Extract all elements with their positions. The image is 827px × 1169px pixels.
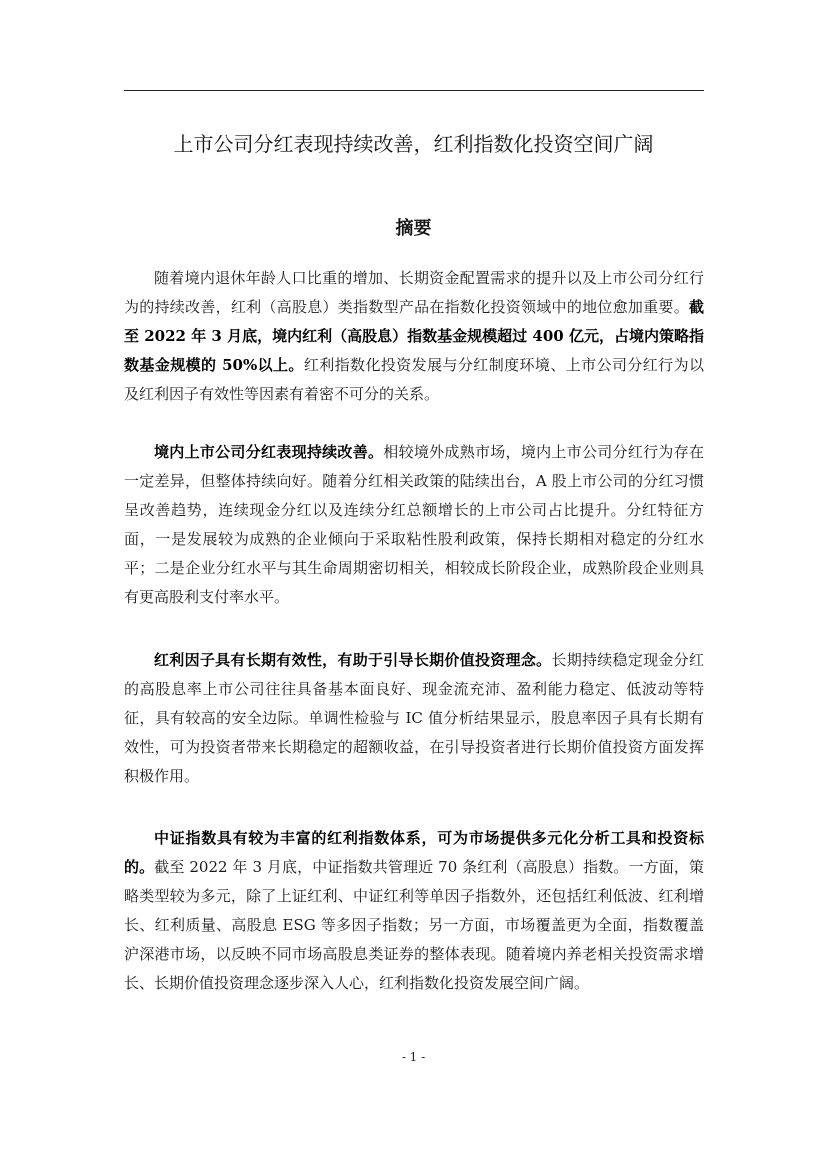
abstract-paragraph-4 [124,824,704,998]
abstract-paragraph-2 [124,438,704,612]
paragraph-2-text: 相较境外成熟市场，境内上市公司分红行为存在一定差异，但整体持续向好。随着分红相关政策的陆续出台，A 股上市公司的分红习惯呈改善趋势，连续现金分红以及连续分红总额增长的上市公司占比提升。分红特征方面，一是发展较为成熟的企业倾向于采取粘性股利政策，保持长期相对稳定的分红水平；二是企业分红水平与其生命周期密切相关，相较成长阶段企业，成熟阶段企业则具有更高股利支付率水平。 [124,443,704,606]
paragraph-3-lead: 红利因子具有长期有效性，有助于引导长期价值投资理念。 [154,651,552,669]
paragraph-2-lead: 境内上市公司分红表现持续改善。 [154,443,384,461]
abstract-paragraph-3 [124,646,704,791]
page-number: - 1 - [401,1050,426,1064]
paragraph-3-text: 长期持续稳定现金分红的高股息率上市公司往往具备基本面良好、现金流充沛、盈利能力稳定、低波动等特征，具有较高的安全边际。单调性检验与 IC 值分析结果显示，股息率因子具有长期有效性，可为投资者带来长期稳定的超额收益，在引导投资者进行长期价值投资方面发挥积极作用。 [124,651,704,785]
header-rule [124,90,704,91]
document-title: 上市公司分红表现持续改善，红利指数化投资空间广阔 [173,132,654,156]
paragraph-1-text-intro: 随着境内退休年龄人口比重的增加、长期资金配置需求的提升以及上市公司分红行为的持续改善，红利（高股息）类指数型产品在指数化投资领域中的地位愈加重要。 [124,269,704,316]
abstract-heading: 摘要 [395,218,432,239]
abstract-paragraph-1 [124,264,704,409]
paragraph-1-text: 红利指数化投资发展与分红制度环境、上市公司分红行为以及红利因子有效性等因素有着密不可分的关系。 [124,356,704,403]
paragraph-4-text: 截至 2022 年 3 月底，中证指数共管理近 70 条红利（高股息）指数。一方面，策略类型较为多元，除了上证红利、中证红利等单因子指数外，还包括红利低波、红利增长、红利质量、高股息 ESG 等多因子指数；另一方面，市场覆盖更为全面，指数覆盖沪深港市场，以反映不同市场高股息类证券的整体表现。随着境内养老相关投资需求增长、长期价值投资理念逐步深入人心，红利指数化投资发展空间广阔。 [124,858,704,992]
paragraph-1-key-figure: 截至 2022 年 3 月底，境内红利（高股息）指数基金规模超过 400 亿元，占境内策略指数基金规模的 50%以上。 [124,298,704,374]
paragraph-4-lead: 中证指数具有较为丰富的红利指数体系，可为市场提供多元化分析工具和投资标的。 [124,829,704,876]
